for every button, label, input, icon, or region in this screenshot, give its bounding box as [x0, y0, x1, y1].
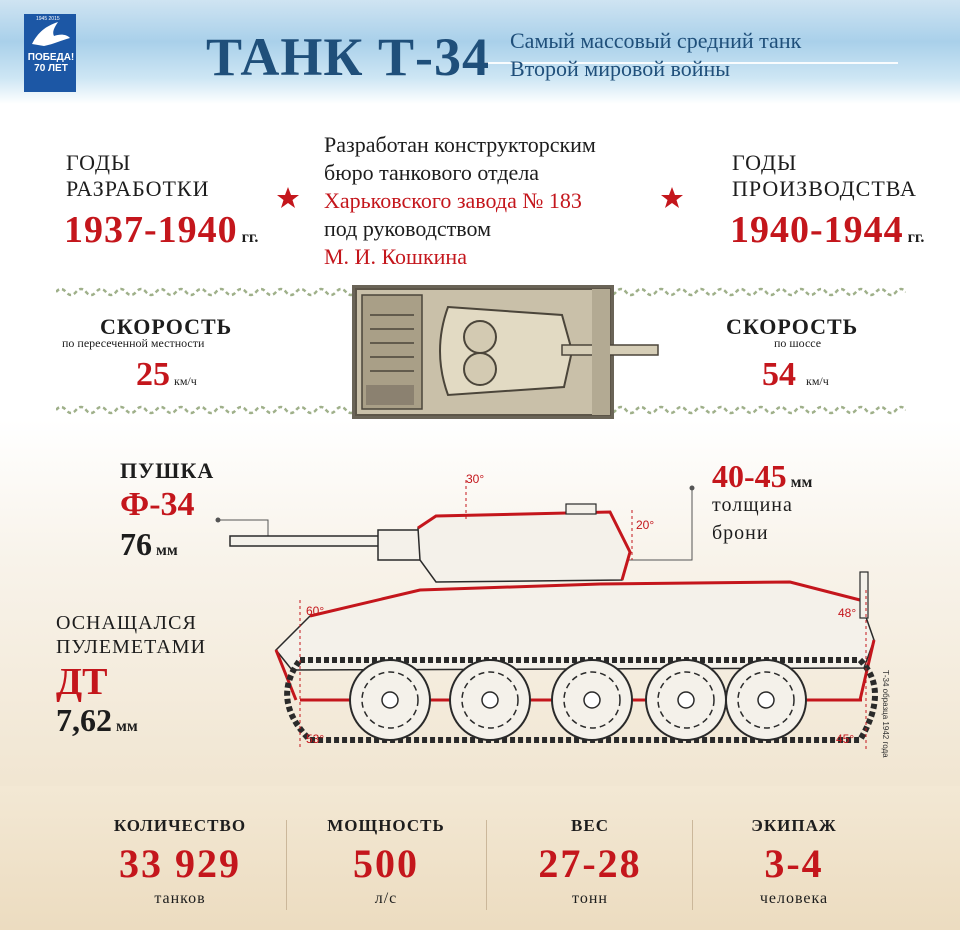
- road-wheel-hub: [382, 692, 398, 708]
- armor-unit: мм: [790, 474, 813, 491]
- tank-top-view-image: [352, 285, 662, 419]
- speed-road-unit: км/ч: [806, 374, 829, 388]
- development-label-2: РАЗРАБОТКИ: [66, 176, 210, 201]
- armor-label-1: толщина: [712, 494, 793, 516]
- stat-quantity-unit: танков: [154, 890, 206, 907]
- page-title: ТАНК Т-34: [206, 27, 490, 87]
- subtitle-line-2: Второй мировой войны: [510, 56, 731, 81]
- angle-turret-rear: 20°: [636, 518, 655, 532]
- stat-crew-unit: человека: [759, 890, 829, 907]
- road-wheels: [350, 660, 806, 740]
- speed-road-sublabel: по шоссе: [774, 336, 822, 350]
- angle-front-lower: 53°: [306, 732, 325, 746]
- machine-guns-label-1: ОСНАЩАЛСЯ: [56, 612, 197, 634]
- stat-quantity-label: КОЛИЧЕСТВО: [113, 816, 247, 835]
- speed-road-label: СКОРОСТЬ: [726, 314, 859, 339]
- production-label-1: ГОДЫ: [732, 150, 798, 175]
- designer-line-1: Разработан конструкторским: [324, 132, 596, 157]
- logo-years: 1945 2015: [36, 16, 60, 22]
- stat-weight-value: 27-28: [538, 841, 642, 886]
- star-icon-right: [660, 186, 684, 210]
- armor-label-2: брони: [712, 522, 769, 544]
- speed-offroad: [136, 356, 197, 394]
- stat-power-unit: л/с: [374, 890, 398, 907]
- drawing-caption: Т-34 образца 1942 года: [881, 670, 890, 758]
- gun-caliber-value: 76: [120, 526, 152, 562]
- caption-wrapper: [878, 670, 890, 780]
- gun-mantlet: [378, 530, 422, 560]
- star-icon-left: [276, 186, 300, 210]
- development-years-value: 1937-1940: [64, 209, 238, 251]
- gun-name: Ф-34: [120, 486, 195, 523]
- angle-turret-top: 30°: [466, 472, 485, 486]
- designer-line-3: Харьковского завода № 183: [324, 188, 582, 213]
- production-years-value: 1940-1944: [730, 209, 904, 251]
- road-wheel-hub: [584, 692, 600, 708]
- machine-gun-caliber-value: 7,62: [56, 702, 112, 738]
- angle-front-upper: 60°: [306, 604, 325, 618]
- development-years: [64, 208, 258, 252]
- designer-line-2: бюро танкового отдела: [324, 160, 540, 185]
- speed-offroad-sublabel: по пересеченной местности: [62, 336, 205, 350]
- stat-power-label: МОЩНОСТЬ: [327, 816, 445, 835]
- angle-rear-upper: 48°: [838, 606, 857, 620]
- speed-offroad-label: СКОРОСТЬ: [100, 314, 233, 339]
- stat-power-value: 500: [353, 841, 419, 886]
- rear-fender: [860, 572, 868, 618]
- stat-crew-value: 3-4: [764, 841, 824, 886]
- production-label-2: ПРОИЗВОДСТВА: [732, 176, 917, 201]
- stat-crew-label: ЭКИПАЖ: [751, 816, 837, 835]
- road-wheel-hub: [482, 692, 498, 708]
- tank-side-view-drawing: [0, 440, 960, 780]
- speed-road: [762, 356, 829, 394]
- machine-guns-label-2: ПУЛЕМЕТАМИ: [56, 636, 207, 658]
- hull: [276, 582, 874, 670]
- production-years: [730, 208, 924, 252]
- stats-separator-3: [692, 820, 693, 910]
- production-years-unit: гг.: [907, 229, 925, 246]
- road-wheel-hub: [678, 692, 694, 708]
- turret: [418, 512, 630, 582]
- gun-label: ПУШКА: [120, 458, 215, 483]
- development-label-1: ГОДЫ: [66, 150, 132, 175]
- gun-caliber-unit: мм: [156, 542, 178, 559]
- designer-line-5: М. И. Кошкина: [324, 244, 467, 269]
- speed-road-value: 54: [762, 356, 796, 393]
- machine-gun-caliber-unit: мм: [116, 718, 138, 735]
- road-wheel-hub: [758, 692, 774, 708]
- speed-offroad-value: 25: [136, 356, 170, 393]
- machine-gun-name: ДТ: [56, 661, 108, 703]
- armor-value: 40-45: [712, 458, 787, 494]
- speed-offroad-unit: км/ч: [174, 374, 197, 388]
- development-years-unit: гг.: [241, 229, 259, 246]
- commander-hatch: [566, 504, 596, 514]
- stats-separator-2: [486, 820, 487, 910]
- stat-quantity-value: 33 929: [119, 841, 241, 886]
- logo-text: ПОБЕДА! 70 ЛЕТ: [27, 52, 75, 74]
- subtitle-line-1: Самый массовый средний танк: [510, 28, 802, 53]
- stat-weight-unit: тонн: [572, 890, 608, 907]
- designer-line-4: под руководством: [324, 216, 492, 241]
- gun-barrel: [230, 536, 380, 546]
- angle-rear-lower: 45°: [836, 732, 855, 746]
- stat-weight-label: ВЕС: [571, 816, 609, 835]
